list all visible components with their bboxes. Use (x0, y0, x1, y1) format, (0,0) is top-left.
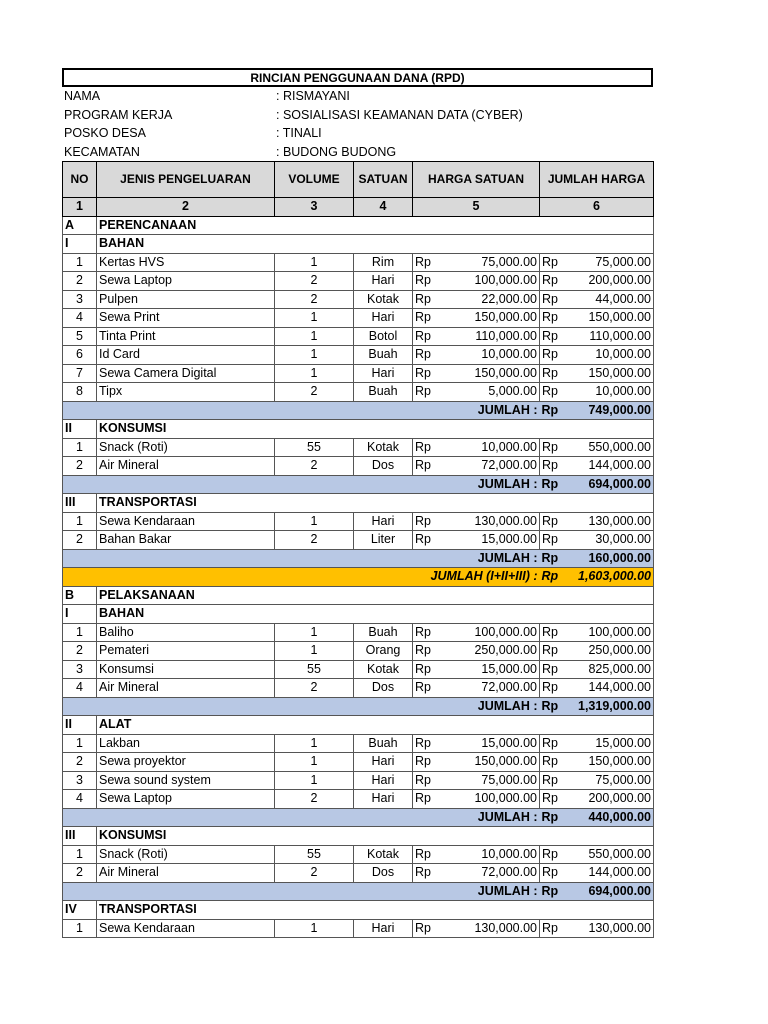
total-price: 130,000.00 (564, 512, 654, 531)
unit-price: 22,000.00 (441, 290, 540, 309)
row-number: 3 (63, 290, 97, 309)
row-label: TRANSPORTASI (97, 901, 654, 920)
currency-label: Rp (413, 327, 441, 346)
table-header-row (63, 162, 654, 198)
item-name: Sewa Laptop (97, 272, 275, 291)
currency-label: Rp (540, 642, 564, 661)
table-row (63, 864, 654, 883)
row-number: 4 (63, 790, 97, 809)
item-volume: 55 (275, 438, 354, 457)
subtotal-label: JUMLAH : (63, 882, 540, 901)
row-number: B (63, 586, 97, 605)
item-volume: 1 (275, 753, 354, 772)
item-volume: 1 (275, 364, 354, 383)
unit-price: 72,000.00 (441, 457, 540, 476)
item-volume: 1 (275, 327, 354, 346)
unit-price: 10,000.00 (441, 845, 540, 864)
item-unit: Hari (354, 919, 413, 938)
item-unit: Dos (354, 864, 413, 883)
unit-price: 15,000.00 (441, 660, 540, 679)
row-number: 7 (63, 364, 97, 383)
item-name: Id Card (97, 346, 275, 365)
total-price: 130,000.00 (564, 919, 654, 938)
subtotal-row (63, 882, 654, 901)
currency-label: Rp (413, 309, 441, 328)
rpd-sheet (62, 68, 653, 938)
table-row (63, 642, 654, 661)
row-label: TRANSPORTASI (97, 494, 654, 513)
item-unit: Buah (354, 623, 413, 642)
budget-table-body (63, 162, 654, 938)
item-unit: Orang (354, 642, 413, 661)
index-5: 5 (413, 198, 540, 217)
total-price: 200,000.00 (564, 272, 654, 291)
currency-label: Rp (540, 882, 564, 901)
item-name: Sewa Laptop (97, 790, 275, 809)
currency-label: Rp (540, 383, 564, 402)
item-name: Air Mineral (97, 864, 275, 883)
unit-price: 130,000.00 (441, 919, 540, 938)
row-number: 5 (63, 327, 97, 346)
total-price: 150,000.00 (564, 309, 654, 328)
table-row (63, 753, 654, 772)
currency-label: Rp (540, 290, 564, 309)
subtotal-value: 694,000.00 (564, 882, 654, 901)
total-price: 144,000.00 (564, 679, 654, 698)
item-unit: Buah (354, 383, 413, 402)
info-key: POSKO DESA (64, 126, 146, 140)
info-value: : SOSIALISASI KEAMANAN DATA (CYBER) (276, 107, 523, 122)
table-row (63, 272, 654, 291)
row-number: III (63, 494, 97, 513)
row-number: II (63, 420, 97, 439)
item-name: Air Mineral (97, 457, 275, 476)
table-row (63, 790, 654, 809)
item-name: Air Mineral (97, 679, 275, 698)
row-number: 8 (63, 383, 97, 402)
currency-label: Rp (540, 623, 564, 642)
subtotal-label: JUMLAH : (63, 549, 540, 568)
unit-price: 100,000.00 (441, 623, 540, 642)
total-price: 30,000.00 (564, 531, 654, 550)
currency-label: Rp (413, 346, 441, 365)
currency-label: Rp (540, 475, 564, 494)
item-name: Bahan Bakar (97, 531, 275, 550)
group-row (63, 235, 654, 254)
item-unit: Buah (354, 346, 413, 365)
unit-price: 100,000.00 (441, 790, 540, 809)
subtotal-value: 440,000.00 (564, 808, 654, 827)
table-row (63, 383, 654, 402)
row-label: BAHAN (97, 605, 654, 624)
row-number: 2 (63, 531, 97, 550)
info-value: : BUDONG BUDONG (276, 144, 397, 159)
total-price: 150,000.00 (564, 364, 654, 383)
item-volume: 2 (275, 457, 354, 476)
item-unit: Buah (354, 734, 413, 753)
total-price: 44,000.00 (564, 290, 654, 309)
row-number: A (63, 216, 97, 235)
row-number: 3 (63, 660, 97, 679)
subtotal-value: 1,319,000.00 (564, 697, 654, 716)
item-name: Tipx (97, 383, 275, 402)
currency-label: Rp (540, 753, 564, 772)
subtotal-value: 694,000.00 (564, 475, 654, 494)
currency-label: Rp (413, 383, 441, 402)
row-number: 1 (63, 845, 97, 864)
item-unit: Hari (354, 771, 413, 790)
item-unit: Dos (354, 457, 413, 476)
subtotal-row (63, 475, 654, 494)
currency-label: Rp (413, 438, 441, 457)
currency-label: Rp (540, 771, 564, 790)
table-row (63, 919, 654, 938)
currency-label: Rp (540, 734, 564, 753)
row-number: 1 (63, 253, 97, 272)
info-row (62, 106, 653, 125)
item-volume: 1 (275, 734, 354, 753)
currency-label: Rp (540, 919, 564, 938)
total-price: 825,000.00 (564, 660, 654, 679)
unit-price: 15,000.00 (441, 734, 540, 753)
table-row (63, 309, 654, 328)
item-unit: Hari (354, 753, 413, 772)
index-1: 1 (63, 198, 97, 217)
currency-label: Rp (413, 845, 441, 864)
total-price: 75,000.00 (564, 253, 654, 272)
table-row (63, 457, 654, 476)
row-label: ALAT (97, 716, 654, 735)
info-key: KECAMATAN (64, 144, 140, 159)
currency-label: Rp (540, 679, 564, 698)
info-row (62, 87, 653, 106)
item-volume: 1 (275, 346, 354, 365)
row-number: III (63, 827, 97, 846)
item-unit: Kotak (354, 438, 413, 457)
item-volume: 2 (275, 790, 354, 809)
row-label: KONSUMSI (97, 827, 654, 846)
table-row (63, 679, 654, 698)
unit-price: 110,000.00 (441, 327, 540, 346)
index-6: 6 (540, 198, 654, 217)
total-price: 550,000.00 (564, 845, 654, 864)
item-unit: Kotak (354, 845, 413, 864)
row-number: 4 (63, 679, 97, 698)
subtotal-row (63, 697, 654, 716)
table-row (63, 327, 654, 346)
currency-label: Rp (540, 309, 564, 328)
header-jenis: JENIS PENGELUARAN (97, 162, 275, 198)
group-row (63, 420, 654, 439)
item-volume: 2 (275, 864, 354, 883)
item-name: Baliho (97, 623, 275, 642)
currency-label: Rp (413, 623, 441, 642)
header-jumlah-harga: JUMLAH HARGA (540, 162, 654, 198)
item-name: Pemateri (97, 642, 275, 661)
item-volume: 55 (275, 845, 354, 864)
item-volume: 1 (275, 253, 354, 272)
table-row (63, 512, 654, 531)
currency-label: Rp (540, 438, 564, 457)
item-volume: 2 (275, 383, 354, 402)
table-row (63, 845, 654, 864)
subtotal-label: JUMLAH : (63, 697, 540, 716)
unit-price: 10,000.00 (441, 438, 540, 457)
currency-label: Rp (540, 253, 564, 272)
index-2: 2 (97, 198, 275, 217)
currency-label: Rp (540, 531, 564, 550)
currency-label: Rp (540, 808, 564, 827)
item-unit: Dos (354, 679, 413, 698)
item-volume: 55 (275, 660, 354, 679)
subtotal-value: 1,603,000.00 (564, 568, 654, 587)
table-row (63, 253, 654, 272)
unit-price: 72,000.00 (441, 864, 540, 883)
subtotal-value: 749,000.00 (564, 401, 654, 420)
row-number: 1 (63, 512, 97, 531)
table-row (63, 364, 654, 383)
info-key: PROGRAM KERJA (64, 107, 173, 122)
subtotal-label: JUMLAH (I+II+III) : (63, 568, 540, 587)
total-price: 15,000.00 (564, 734, 654, 753)
header-no: NO (63, 162, 97, 198)
row-label: BAHAN (97, 235, 654, 254)
currency-label: Rp (413, 771, 441, 790)
unit-price: 150,000.00 (441, 309, 540, 328)
currency-label: Rp (413, 512, 441, 531)
row-number: 4 (63, 309, 97, 328)
total-price: 250,000.00 (564, 642, 654, 661)
group-row (63, 605, 654, 624)
currency-label: Rp (413, 531, 441, 550)
currency-label: Rp (540, 845, 564, 864)
currency-label: Rp (413, 753, 441, 772)
item-volume: 2 (275, 679, 354, 698)
item-volume: 1 (275, 623, 354, 642)
row-label: PELAKSANAAN (97, 586, 654, 605)
item-volume: 1 (275, 309, 354, 328)
item-name: Konsumsi (97, 660, 275, 679)
total-price: 75,000.00 (564, 771, 654, 790)
item-unit: Hari (354, 790, 413, 809)
item-volume: 1 (275, 512, 354, 531)
header-harga-satuan: HARGA SATUAN (413, 162, 540, 198)
total-price: 144,000.00 (564, 864, 654, 883)
budget-table (62, 161, 654, 938)
item-unit: Kotak (354, 660, 413, 679)
currency-label: Rp (413, 919, 441, 938)
item-volume: 1 (275, 771, 354, 790)
item-name: Kertas HVS (97, 253, 275, 272)
row-number: 1 (63, 734, 97, 753)
header-satuan: SATUAN (354, 162, 413, 198)
total-price: 100,000.00 (564, 623, 654, 642)
table-row (63, 734, 654, 753)
currency-label: Rp (540, 401, 564, 420)
row-number: II (63, 716, 97, 735)
group-row (63, 716, 654, 735)
subtotal-value: 160,000.00 (564, 549, 654, 568)
currency-label: Rp (413, 679, 441, 698)
row-number: 2 (63, 864, 97, 883)
subtotal-label: JUMLAH : (63, 475, 540, 494)
total-price: 144,000.00 (564, 457, 654, 476)
item-name: Tinta Print (97, 327, 275, 346)
currency-label: Rp (540, 512, 564, 531)
item-name: Sewa Kendaraan (97, 512, 275, 531)
unit-price: 150,000.00 (441, 364, 540, 383)
item-volume: 1 (275, 919, 354, 938)
currency-label: Rp (413, 864, 441, 883)
item-volume: 1 (275, 642, 354, 661)
table-row (63, 438, 654, 457)
header-volume: VOLUME (275, 162, 354, 198)
unit-price: 250,000.00 (441, 642, 540, 661)
group-row (63, 901, 654, 920)
info-value: : TINALI (276, 126, 322, 140)
item-unit: Hari (354, 272, 413, 291)
row-number: 2 (63, 272, 97, 291)
total-price: 110,000.00 (564, 327, 654, 346)
row-number: I (63, 235, 97, 254)
item-unit: Rim (354, 253, 413, 272)
unit-price: 5,000.00 (441, 383, 540, 402)
unit-price: 100,000.00 (441, 272, 540, 291)
currency-label: Rp (540, 790, 564, 809)
item-name: Sewa Print (97, 309, 275, 328)
row-number: 1 (63, 438, 97, 457)
currency-label: Rp (540, 272, 564, 291)
unit-price: 150,000.00 (441, 753, 540, 772)
table-row (63, 660, 654, 679)
item-name: Sewa proyektor (97, 753, 275, 772)
item-unit: Liter (354, 531, 413, 550)
info-block (62, 87, 653, 161)
section-row (63, 586, 654, 605)
row-number: 1 (63, 919, 97, 938)
row-number: 2 (63, 642, 97, 661)
item-volume: 2 (275, 272, 354, 291)
unit-price: 10,000.00 (441, 346, 540, 365)
unit-price: 72,000.00 (441, 679, 540, 698)
currency-label: Rp (540, 327, 564, 346)
item-name: Pulpen (97, 290, 275, 309)
item-unit: Botol (354, 327, 413, 346)
item-name: Sewa sound system (97, 771, 275, 790)
row-label: PERENCANAAN (97, 216, 654, 235)
item-volume: 2 (275, 531, 354, 550)
row-number: 6 (63, 346, 97, 365)
total-price: 200,000.00 (564, 790, 654, 809)
grand-total-row (63, 568, 654, 587)
table-row (63, 623, 654, 642)
currency-label: Rp (540, 549, 564, 568)
total-price: 150,000.00 (564, 753, 654, 772)
subtotal-label: JUMLAH : (63, 401, 540, 420)
subtotal-row (63, 808, 654, 827)
item-name: Snack (Roti) (97, 438, 275, 457)
item-unit: Hari (354, 364, 413, 383)
total-price: 10,000.00 (564, 346, 654, 365)
currency-label: Rp (540, 697, 564, 716)
currency-label: Rp (413, 660, 441, 679)
total-price: 550,000.00 (564, 438, 654, 457)
row-number: 1 (63, 623, 97, 642)
currency-label: Rp (413, 253, 441, 272)
table-row (63, 771, 654, 790)
currency-label: Rp (540, 568, 564, 587)
unit-price: 75,000.00 (441, 253, 540, 272)
unit-price: 75,000.00 (441, 771, 540, 790)
currency-label: Rp (540, 346, 564, 365)
row-number: I (63, 605, 97, 624)
currency-label: Rp (540, 660, 564, 679)
currency-label: Rp (413, 790, 441, 809)
total-price: 10,000.00 (564, 383, 654, 402)
index-4: 4 (354, 198, 413, 217)
item-unit: Hari (354, 512, 413, 531)
section-row (63, 216, 654, 235)
row-number: 2 (63, 753, 97, 772)
info-row (62, 143, 653, 162)
unit-price: 130,000.00 (441, 512, 540, 531)
currency-label: Rp (540, 864, 564, 883)
table-row (63, 531, 654, 550)
item-volume: 2 (275, 290, 354, 309)
row-number: IV (63, 901, 97, 920)
row-label: KONSUMSI (97, 420, 654, 439)
item-name: Lakban (97, 734, 275, 753)
item-name: Snack (Roti) (97, 845, 275, 864)
unit-price: 15,000.00 (441, 531, 540, 550)
row-number: 2 (63, 457, 97, 476)
currency-label: Rp (540, 364, 564, 383)
group-row (63, 827, 654, 846)
document-title: RINCIAN PENGGUNAAN DANA (RPD) (62, 68, 653, 87)
info-row (62, 124, 653, 143)
item-unit: Kotak (354, 290, 413, 309)
currency-label: Rp (413, 364, 441, 383)
info-value: : RISMAYANI (276, 89, 350, 103)
table-index-row (63, 198, 654, 217)
table-row (63, 346, 654, 365)
index-3: 3 (275, 198, 354, 217)
row-number: 3 (63, 771, 97, 790)
currency-label: Rp (413, 457, 441, 476)
currency-label: Rp (413, 272, 441, 291)
subtotal-row (63, 549, 654, 568)
item-unit: Hari (354, 309, 413, 328)
currency-label: Rp (413, 642, 441, 661)
group-row (63, 494, 654, 513)
subtotal-row (63, 401, 654, 420)
currency-label: Rp (413, 734, 441, 753)
info-key: NAMA (64, 89, 101, 103)
table-row (63, 290, 654, 309)
item-name: Sewa Camera Digital (97, 364, 275, 383)
item-name: Sewa Kendaraan (97, 919, 275, 938)
currency-label: Rp (413, 290, 441, 309)
subtotal-label: JUMLAH : (63, 808, 540, 827)
currency-label: Rp (540, 457, 564, 476)
